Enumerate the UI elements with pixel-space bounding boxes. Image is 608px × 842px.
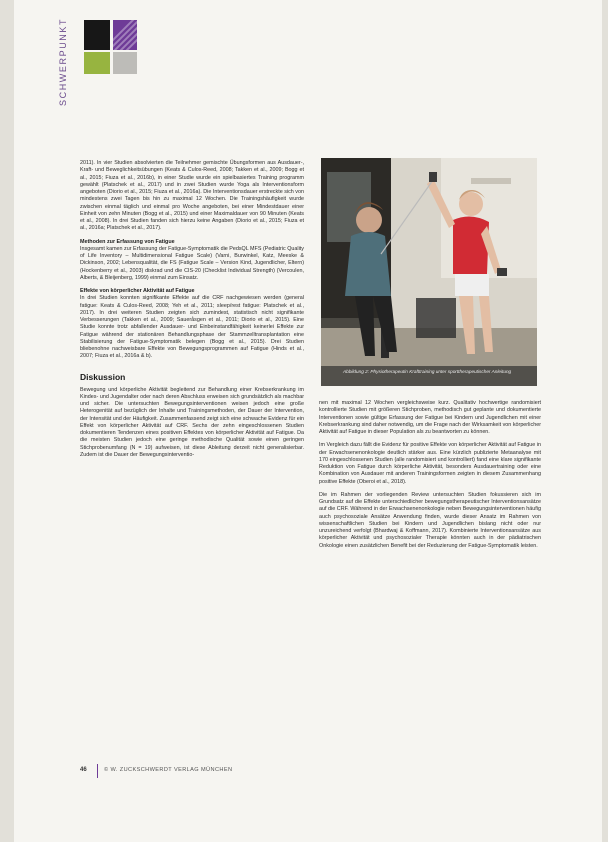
subheading-methods: Methoden zur Erfassung von Fatigue: [80, 238, 175, 245]
journal-page: [14, 0, 602, 842]
figure-caption: Abbildung 2: Physiotherapeutin Krafttraining unter sporttherapeutischer Anleitung: [321, 366, 537, 386]
section-label: SCHWERPUNKT: [58, 17, 68, 107]
body-paragraph: Insgesamt kamen zur Erfassung der Fatigue-Symptomatik die PedsQL MFS (Pediatric Quality of Life Inventory – Multidimensional Fatigue Scale) (Varni, Burwinkel, Katz, Meeske & Dickinson, 2002; Lebensqualität, die FS (Fatigue Scale – Version Kind, Jugendlicher, Eltern) (Hockenberry et al., 2003) diskrad und die CIS-20 (Checklist Individual Strength) (Vercoulen, Alberts, & Bleijenberg, 1999) einmal zum Einsatz.: [80, 245, 304, 281]
subheading-effects: Effekte von körperlicher Aktivität auf Fatigue: [80, 288, 195, 294]
decorative-square-gray: [113, 52, 137, 74]
body-paragraph: Bewegung und körperliche Aktivität begleitend zur Behandlung einer Krebserkrankung im Kindes- und Jugendalter oder nach deren Abschluss erweisen sich grundsätzlich als machbar und sicher. Die untersuchten Bewegungsinterventionen weisen jedoch eine große Heterogenität auf bezüglich der Inhalte und Trainingsmethoden, der Dauer der Intervention, der Intensität und der Häufigkeit. Zusammenfassend zeigt sich eine schwache Evidenz für ein Effekt von körperlicher Aktivität auf CRF. Sechs der zehn eingeschlossenen Studien dokumentieren Tendenzen eines positiven Effektes von körperlicher Aktivität auf Fatigue. Da die meisten Studien jedoch eine geringe methodische Qualität sowie einen geringen Stichprobenumfang (N = 19) aufweisen, ist diese Ableitung derzeit nicht generalisierbar. Zudem ist die Dauer der Bewegungsinterventio-: [80, 386, 304, 458]
body-paragraph: Die im Rahmen der vorliegenden Review untersuchten Studien fokussieren sich im Grundsatz auf die Effekte unterschiedlicher bewegungstherapeutischer Interventionsansätze auf die CRF. Während in der Erwachsenenonkologie neben Bewegungsinterventionen häufig auch psychosoziale Ansätze Anwendung finden, wurde dieser Ansatz im Rahmen von wissenschaftlichen Studien bei Kindern und Jugendlichen bislang nicht oder nur unzureichend verfolgt (Bhardwaj & Koffmann, 2017). Kombinierte Interventionsansätze aus körperlicher Aktivität und psychosozialer Therapie könnten auch in der pädiatrischen Onkologie einen zusätzlichen Benefit bei der Reduzierung der Fatigue-Symptomatik leisten.: [319, 491, 541, 549]
footer-divider: [97, 764, 98, 778]
body-paragraph: 2011). In vier Studien absolvierten die Teilnehmer gemischte Übungsformen aus Ausdauer-, Kraft- und Beweglichkeitsübungen (Keats & Culos-Reed, 2008; Takken et al., 2009; Bogg et al., 2015; Fiuza et al., 2016b), in einer Studie wurde ein spielbasiertes Training programm gewählt (Platschek et al., 2017) und in zwei Studien wurde Yoga als Interventionsform angeboten (Diorio et al., 2015; Fiuza et al., 2016a). Die Interventionsdauer erstreckte sich von mindestens zwei Tagen bis hin zu maximal 12 Wochen. Die Trainingshäufigkeit wurde zwischen einmal täglich und einmal pro Woche angeboten, bei einer Mindestdauer einer Einheit von zehn Minuten (Bogg et al., 2015) und einer Maximaldauer von 90 Minuten (Keats et al., 2008). In drei Studien fanden sich hierzu keine Angaben (Diorio et al., 2015; Fiuza et al., 2016a; Platschek et al., 2017).: [80, 160, 304, 232]
page-number: 46: [80, 767, 87, 773]
decorative-square-green: [84, 52, 110, 74]
body-paragraph: Im Vergleich dazu fällt die Evidenz für positive Effekte von körperlicher Aktivität auf Fatigue in der Erwachsenenonkologie deutlich stärker aus. Eine kürzlich publizierte Metaanalyse mit 170 eingeschlossenen Studien (alle randomisiert und kontrolliert) fand eine klare signifikante Reduktion von Fatigue durch körperliche Aktivität, besonders Ausdauertraining oder eine Kombination von Ausdauer mit anderen Trainingsformen zeigten in diesem Zusammenhang positive Effekte (Oberoi et al., 2018).: [319, 442, 541, 485]
left-column: [80, 160, 304, 459]
right-column: [319, 400, 541, 550]
purple-hatch-pattern: [113, 20, 137, 50]
body-paragraph: nen mit maximal 12 Wochen vergleichsweise kurz. Qualitativ hochwertige randomisiert kontrollierte Studien mit größeren Stichproben, methodisch gut geplante und dokumentierte Interventionen sowie gültige Erfassung der Fatigue bei Kindern und Jugendlichen mit einer Krebserkrankung sind daher notwendig, um die Frage nach der Wirksamkeit von körperlicher Aktivität auf Fatigue in dieser Population als zu beantworten zu können.: [319, 400, 541, 435]
figure-photo: [321, 158, 537, 386]
photo-illustration: [321, 158, 537, 386]
publisher-credit: © W. ZUCKSCHWERDT VERLAG MÜNCHEN: [104, 767, 233, 773]
section-heading-diskussion: Diskussion: [80, 371, 126, 382]
body-paragraph: In drei Studien konnten signifikante Effekte auf die CRF nachgewiesen werden (general fatigue: Keats & Culos-Reed, 2008; Yeh et al., 2011; sleep/rest fatigue: Platschek et al., 2017). In drei weiteren Studien zeigten sich zumindest, statistisch nicht signifikante Verbesserungen (Takken et al., 2009; Saueråsgen et al., 2011; Diorio et al., 2015). Eine Studie konnte trotz abfallender Ausdauer- und Einbeinstandfähigkeit keinerlei Effekte zur Fatigue während der stationären Behandlungsphase der Stammzelltransplantation eine Stabilisierung der Fatigue-Symptomatik belegen (Bogg et al., 2015). Drei Studien bliebenohne nachweisbare Effekte von Bewegungsprogrammen auf Fatigue (Hinds et al., 2007; Fiuza et al., 2016a & b).: [80, 295, 304, 360]
decorative-square-black: [84, 20, 110, 50]
